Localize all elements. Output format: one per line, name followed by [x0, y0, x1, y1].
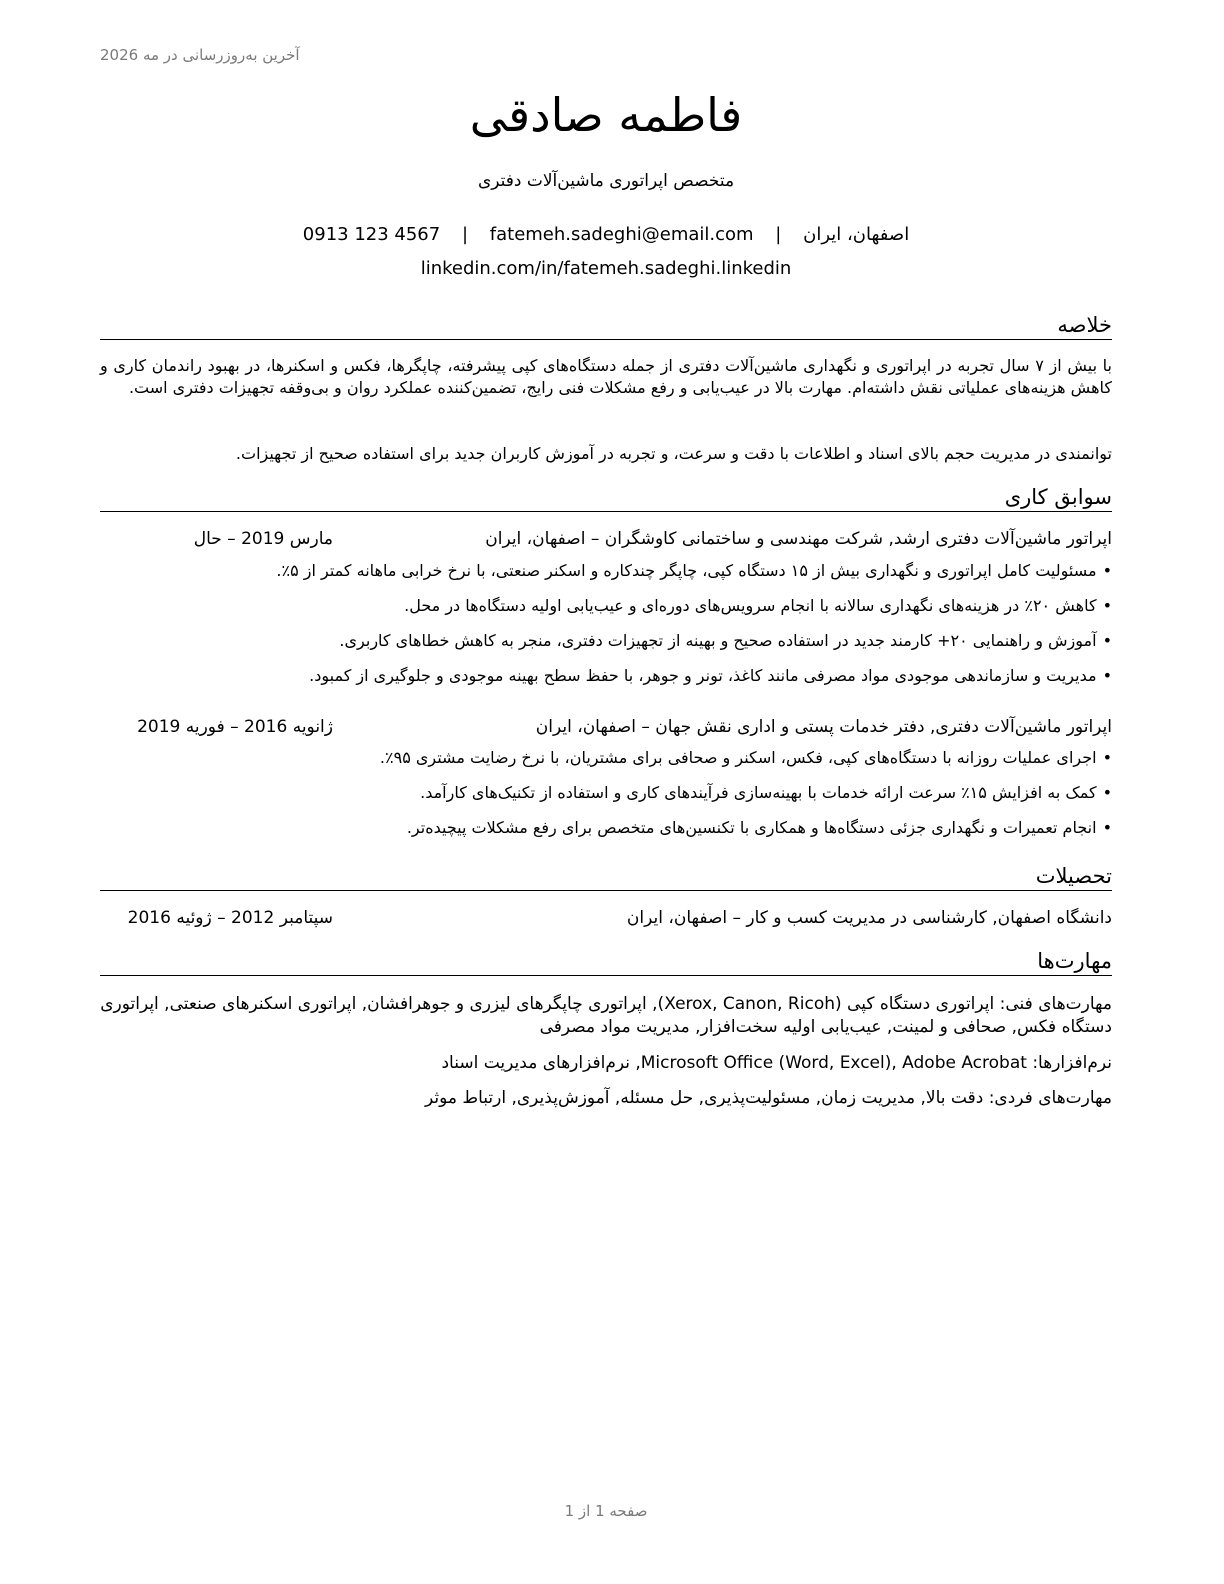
separator: | — [461, 224, 469, 245]
list-item: • کمک به افزایش ۱۵٪ سرعت ارائه خدمات با بهینه‌سازی فرآیندهای کاری و استفاده از تکنیک‌های کارآمد. — [100, 782, 1112, 817]
resume-page — [100, 0, 1112, 1584]
skills-heading: مهارت‌ها — [100, 947, 1112, 976]
separator: | — [775, 224, 782, 245]
job-organization: اپراتور ماشین‌آلات دفتری ارشد, شرکت مهندسی و ساختمانی کاوشگران – اصفهان، ایران — [485, 529, 1112, 549]
job-entry-header — [100, 715, 1112, 739]
list-item: • انجام تعمیرات و نگهداری جزئی دستگاه‌ها و همکاری با تکنسین‌های متخصص برای رفع مشکلات پیچیده‌تر. — [100, 817, 1112, 852]
education-institution: دانشگاه اصفهان, کارشناسی در مدیریت کسب و کار – اصفهان، ایران — [626, 908, 1112, 928]
contact-line — [100, 224, 1112, 245]
job-dates: ژانویه 2016 – فوریه 2019 — [137, 717, 333, 737]
summary-heading: خلاصه — [100, 311, 1112, 340]
soft-skills: مهارت‌های فردی: دقت بالا, مدیریت زمان, مسئولیت‌پذیری, حل مسئله, آموزش‌پذیری, ارتباط موثر — [424, 1088, 1112, 1108]
linkedin-link[interactable]: linkedin.com/in/fatemeh.sadeghi.linkedin — [420, 258, 792, 279]
email-link[interactable]: fatemeh.sadeghi@email.com — [489, 224, 754, 245]
list-item: • اجرای عملیات روزانه با دستگاه‌های کپی، فکس، اسکنر و صحافی برای مشتریان، با نرخ رضایت مشتری ۹۵٪. — [100, 747, 1112, 782]
summary-paragraph-2: توانمندی در مدیریت حجم بالای اسناد و اطلاعات با دقت و سرعت، و تجربه در آموزش کاربران جدید برای استفاده صحیح از تجهیزات. — [235, 444, 1112, 463]
technical-skills: مهارت‌های فنی: اپراتوری دستگاه کپی (Xerox, Canon, Ricoh), اپراتوری چاپگرهای لیزری و جوهرافشان, اپراتوری اسکنرهای صنعتی, اپراتوری دستگاه فکس, صحافی و لمینت, عیب‌یابی اولیه سخت‌افزار, مدیریت مواد مصرفی — [100, 994, 1112, 1037]
list-item: • کاهش ۲۰٪ در هزینه‌های نگهداری سالانه با انجام سرویس‌های دوره‌ای و عیب‌یابی اولیه دستگاه‌ها در محل. — [100, 595, 1112, 630]
software-skills: نرم‌افزارها: Microsoft Office (Word, Excel), Adobe Acrobat, نرم‌افزارهای مدیریت اسناد — [441, 1053, 1112, 1073]
job-bullet-list — [100, 747, 1112, 852]
list-item: • مدیریت و سازماندهی موجودی مواد مصرفی مانند کاغذ، تونر و جوهر، با حفظ سطح بهینه موجودی و جلوگیری از کمبود. — [100, 665, 1112, 700]
job-bullet-list — [100, 560, 1112, 700]
job-organization: اپراتور ماشین‌آلات دفتری, دفتر خدمات پستی و اداری نقش جهان – اصفهان، ایران — [535, 717, 1112, 737]
phone-text: 0913 123 4567 — [302, 224, 441, 245]
job-dates: مارس 2019 – حال — [193, 529, 333, 549]
list-item: • مسئولیت کامل اپراتوری و نگهداری بیش از ۱۵ دستگاه کپی، چاپگر چندکاره و اسکنر صنعتی، با نرخ خرابی ماهانه کمتر از ۵٪. — [100, 560, 1112, 595]
page-number: صفحه 1 از 1 — [564, 1502, 648, 1520]
list-item: • آموزش و راهنمایی ۲۰+ کارمند جدید در استفاده صحیح و بهینه از تجهیزات دفتری، منجر به کاهش خطاهای کاربری. — [100, 630, 1112, 665]
job-entry-header — [100, 527, 1112, 551]
experience-heading: سوابق کاری — [100, 483, 1112, 512]
summary-paragraph-1: با بیش از ۷ سال تجربه در اپراتوری و نگهداری ماشین‌آلات دفتری از جمله دستگاه‌های کپی پیشرفته، چاپگرها، فکس و اسکنرها، در بهبود راندمان کاری و کاهش هزینه‌های عملیاتی نقش داشته‌ام. مهارت بالا در عیب‌یابی و رفع مشکلات فنی رایج، تضمین‌کننده عملکرد روان و بی‌وقفه تجهیزات دفتری است. — [100, 356, 1113, 397]
education-entry — [100, 906, 1112, 930]
education-heading: تحصیلات — [100, 862, 1112, 891]
education-dates: سپتامبر 2012 – ژوئیه 2016 — [127, 908, 333, 928]
candidate-name: فاطمه صادقی — [469, 88, 743, 142]
location-text: اصفهان، ایران — [803, 224, 910, 245]
candidate-title: متخصص اپراتوری ماشین‌آلات دفتری — [477, 171, 735, 191]
last-updated-note: آخرین به‌روزرسانی در مه 2026 — [100, 46, 300, 64]
